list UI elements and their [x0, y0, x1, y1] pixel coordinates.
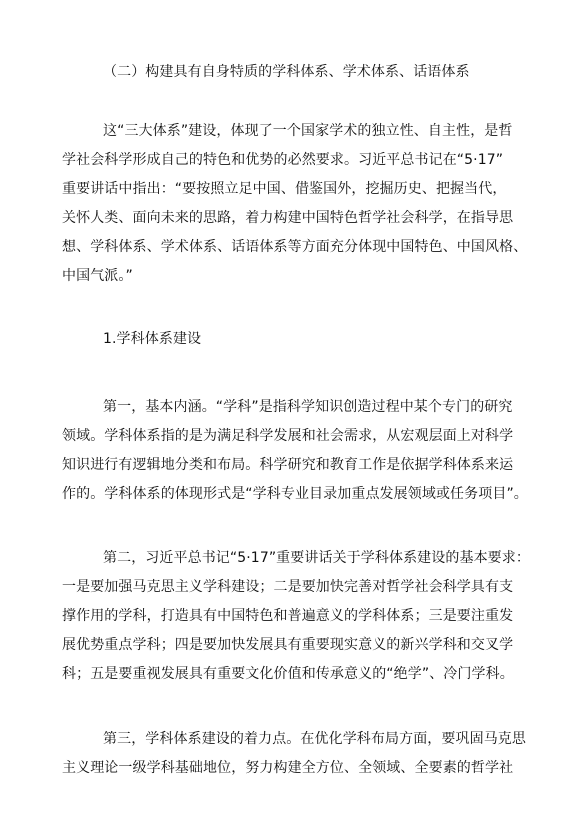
section-heading: （二）构建具有自身特质的学科体系、学术体系、话语体系	[103, 64, 470, 80]
paragraph-line: 第三，学科体系建设的着力点。在优化学科布局方面，要巩固马克思	[103, 731, 526, 747]
subheading: 1.学科体系建设	[103, 331, 202, 347]
paragraph-line: 想、学科体系、学术体系、话语体系等方面充分体现中国特色、中国风格、	[62, 239, 528, 255]
paragraph-line: 学社会科学形成自己的特色和优势的必然要求。习近平总书记在“5·17”	[62, 152, 504, 168]
paragraph-line: 这“三大体系”建设，体现了一个国家学术的独立性、自主性，是哲	[103, 123, 513, 139]
paragraph-line: 第一，基本内涵。“学科”是指科学知识创造过程中某个专门的研究	[103, 399, 513, 415]
paragraph-line: 知识进行有逻辑地分类和布局。科学研究和教育工作是依据学科体系来运	[62, 457, 514, 473]
paragraph-line: 中国气派。”	[62, 268, 133, 284]
paragraph-line: 作的。学科体系的体现形式是“学科专业目录加重点发展领域或任务项目”。	[62, 486, 528, 502]
paragraph-line: 展优势重点学科；四是要加快发展具有重要现实意义的新兴学科和交叉学	[62, 637, 514, 653]
paragraph-line: 主义理论一级学科基础地位，努力构建全方位、全领域、全要素的哲学社	[62, 760, 514, 776]
paragraph-line: 撑作用的学科，打造具有中国特色和普遍意义的学科体系；三是要注重发	[62, 608, 514, 624]
paragraph-line: 一是要加强马克思主义学科建设；二是要加快完善对哲学社会科学具有支	[62, 579, 514, 595]
paragraph-line: 关怀人类、面向未来的思路，着力构建中国特色哲学社会科学，在指导思	[62, 210, 514, 226]
paragraph-line: 第二，习近平总书记“5·17”重要讲话关于学科体系建设的基本要求：	[103, 550, 530, 566]
paragraph-line: 科；五是要重视发展具有重要文化价值和传承意义的“绝学”、冷门学科。	[62, 666, 514, 682]
paragraph-line: 领域。学科体系指的是为满足科学发展和社会需求，从宏观层面上对科学	[62, 428, 514, 444]
paragraph-line: 重要讲话中指出：“要按照立足中国、借鉴国外，挖掘历史、把握当代，	[62, 181, 507, 197]
